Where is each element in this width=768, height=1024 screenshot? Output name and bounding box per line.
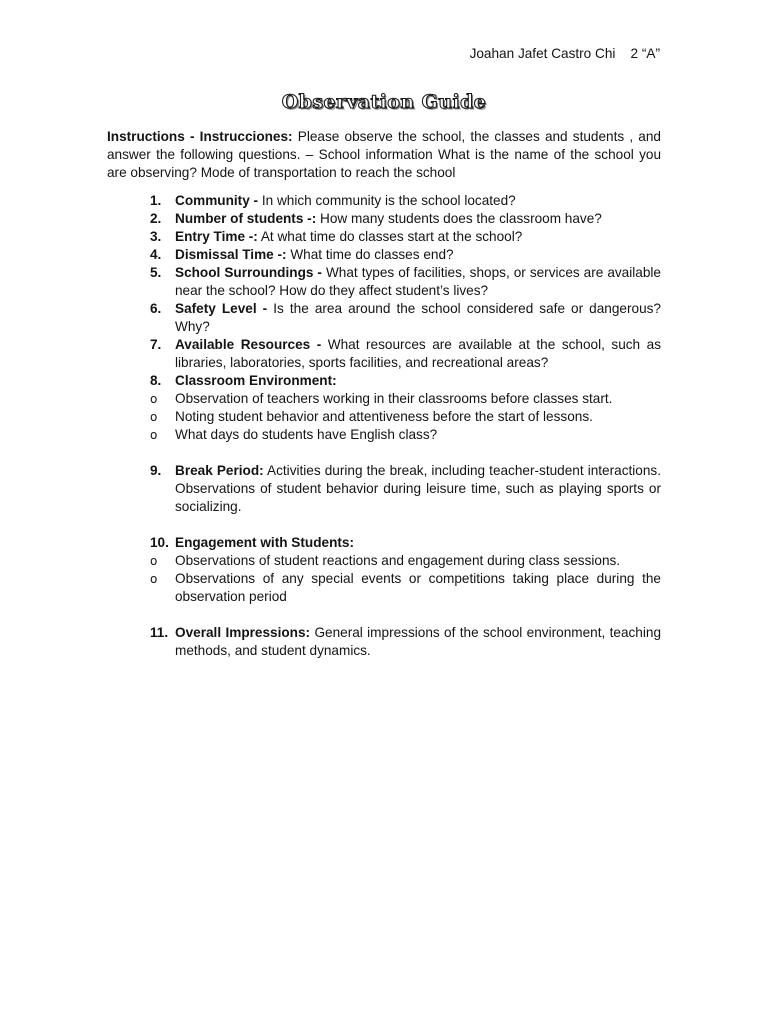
item-text: General impressions of the school environment, teaching methods, and student dynamics. — [175, 625, 662, 658]
bullet-item — [150, 552, 661, 570]
item-number: 9. — [150, 463, 162, 478]
list-item — [150, 210, 661, 228]
bullet-item — [150, 408, 661, 426]
list-item — [150, 372, 661, 390]
instructions-paragraph — [107, 128, 661, 182]
item-label: Number of students -: — [175, 211, 317, 226]
list-item — [150, 624, 661, 660]
spacer — [150, 444, 661, 462]
item-number: 1. — [150, 193, 162, 208]
item-label: Community - — [175, 193, 259, 208]
item-text: What time do classes end? — [286, 247, 454, 262]
list-item — [150, 300, 661, 336]
item-label: Dismissal Time -: — [175, 247, 287, 262]
bullet-item — [150, 390, 661, 408]
list-item — [150, 192, 661, 210]
bullet-text: Noting student behavior and attentiveness before the start of lessons. — [175, 409, 593, 424]
bullet-item — [150, 570, 661, 606]
list-item — [150, 336, 661, 372]
item-number: 4. — [150, 247, 162, 262]
item-number: 2. — [150, 211, 162, 226]
item-label: Classroom Environment: — [175, 373, 337, 388]
bullet-icon: o — [150, 428, 158, 442]
item-label: School Surroundings - — [175, 265, 322, 280]
item-number: 10. — [150, 535, 169, 550]
instructions-text: Please observe the school, the classes and students , and answer the following questions. – School information What is the name of the school you are observing? Mode of transportation to reach the school — [107, 129, 661, 180]
list-item — [150, 462, 661, 516]
item-text: What resources are available at the school, such as libraries, laboratories, sports facilities, and recreational areas? — [175, 337, 661, 370]
item-text: In which community is the school located? — [258, 193, 516, 208]
list-item — [150, 534, 661, 552]
instructions-label: Instructions - Instrucciones: — [107, 129, 293, 144]
item-text: Is the area around the school considered safe or dangerous? Why? — [175, 301, 661, 334]
bullet-item — [150, 426, 661, 444]
item-text: How many students does the classroom have? — [316, 211, 602, 226]
list-item — [150, 228, 661, 246]
item-number: 8. — [150, 373, 162, 388]
bullet-text: Observations of any special events or competitions taking place during the observation period — [175, 571, 661, 604]
item-number: 11. — [150, 625, 169, 640]
list-item — [150, 246, 661, 264]
bullet-icon: o — [150, 410, 158, 424]
item-text: Activities during the break, including teacher-student interactions. Observations of student behavior during leisure time, such as playing sports or socializing. — [175, 463, 661, 514]
bullet-icon: o — [150, 392, 158, 406]
item-label: Available Resources - — [175, 337, 322, 352]
item-label: Entry Time -: — [175, 229, 258, 244]
item-label: Safety Level - — [175, 301, 268, 316]
item-number: 5. — [150, 265, 162, 280]
header-author-line — [470, 45, 660, 63]
item-number: 7. — [150, 337, 162, 352]
author-name: Joahan Jafet Castro Chi — [469, 46, 616, 61]
item-text: At what time do classes start at the school? — [257, 229, 523, 244]
bullet-text: Observation of teachers working in their classrooms before classes start. — [175, 391, 613, 406]
bullet-icon: o — [150, 554, 158, 568]
spacer — [150, 606, 661, 624]
item-text: What types of facilities, shops, or services are available near the school? How do they affect student’s lives? — [175, 265, 661, 298]
item-number: 3. — [150, 229, 162, 244]
item-label: Break Period: — [175, 463, 264, 478]
bullet-icon: o — [150, 572, 158, 586]
item-label: Engagement with Students: — [175, 535, 354, 550]
spacer — [150, 516, 661, 534]
item-label: Overall Impressions: — [175, 625, 311, 640]
question-list — [150, 192, 661, 660]
item-number: 6. — [150, 301, 162, 316]
bullet-text: Observations of student reactions and engagement during class sessions. — [175, 553, 621, 568]
group-label: 2 “A” — [630, 46, 660, 61]
page-title: Observation Guide — [281, 91, 487, 113]
list-item — [150, 264, 661, 300]
bullet-text: What days do students have English class? — [175, 427, 438, 442]
